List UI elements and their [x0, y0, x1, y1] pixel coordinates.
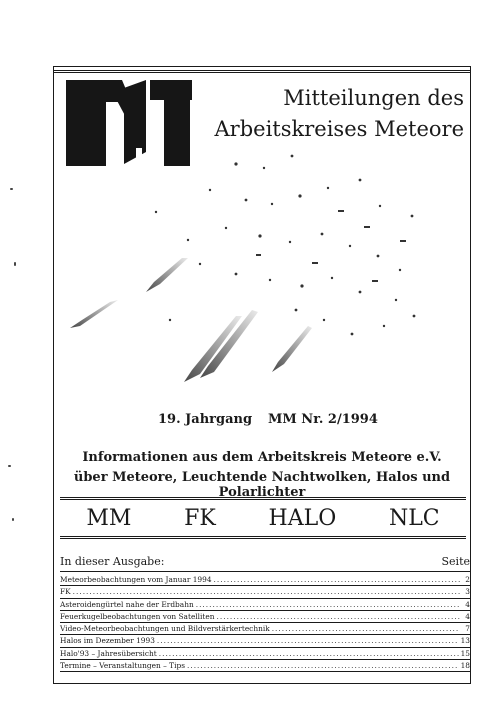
scan-speck	[12, 518, 14, 521]
toc-entry-page: 7	[465, 624, 470, 634]
toc-entry	[60, 574, 470, 586]
toc-page-heading: Seite	[441, 555, 470, 568]
issue-number: MM Nr. 2/1994	[268, 412, 378, 427]
toc-entry-title: Halos im Dezember 1993	[60, 636, 155, 646]
toc-leader-dots	[196, 599, 460, 610]
topic-nlc: NLC	[388, 505, 440, 531]
topic-fk: FK	[184, 505, 216, 531]
toc-entry-title: Asteroidengürtel nahe der Erdbahn	[60, 599, 194, 609]
toc-entry	[60, 635, 470, 647]
toc-leader-dots	[272, 623, 460, 634]
topic-band	[60, 497, 466, 539]
toc-entry-page: 4	[465, 599, 470, 609]
title-line-1: Mitteilungen des	[283, 86, 464, 110]
toc-entry-title: Feuerkugelbeobachtungen von Satelliten	[60, 611, 215, 621]
toc-entry-page: 13	[460, 636, 470, 646]
toc-entry-page: 2	[465, 575, 470, 584]
table-of-contents	[60, 574, 470, 672]
scan-speck	[8, 465, 11, 467]
top-rule	[53, 70, 471, 73]
toc-entry	[60, 611, 470, 623]
topic-halo: HALO	[268, 505, 337, 531]
volume-label: 19. Jahrgang	[158, 412, 253, 427]
toc-entry	[60, 599, 470, 611]
toc-entry-title: Video-Meteorbeobachtungen und Bildverstärkertechnik	[60, 624, 270, 634]
title-line-2: Arbeitskreises Meteore	[214, 117, 464, 141]
toc-heading: In dieser Ausgabe:	[60, 555, 165, 568]
toc-leader-dots	[73, 586, 460, 597]
toc-entry	[60, 660, 470, 672]
toc-entry-title: Termine – Veranstaltungen – Tips	[60, 661, 185, 671]
toc-entry-page: 18	[460, 661, 470, 671]
meteor-shower-illustration	[60, 150, 460, 395]
toc-rule	[60, 571, 470, 572]
info-line-1: Informationen aus dem Arbeitskreis Meteore e.V.	[82, 450, 442, 465]
star-specks	[155, 155, 416, 336]
topic-mm: MM	[86, 505, 132, 531]
meteor-trails	[70, 258, 312, 382]
toc-entry	[60, 623, 470, 635]
toc-entry	[60, 648, 470, 660]
toc-leader-dots	[159, 648, 459, 659]
toc-leader-dots	[187, 660, 459, 671]
toc-entry-page: 3	[465, 587, 470, 597]
toc-entry-title: Halo'93 – Jahresübersicht	[60, 648, 157, 658]
toc-leader-dots	[157, 635, 459, 646]
toc-leader-dots	[214, 574, 460, 585]
scan-speck	[10, 188, 13, 190]
toc-leader-dots	[217, 611, 460, 622]
scan-speck	[14, 262, 16, 266]
toc-entry-title: Meteorbeobachtungen vom Januar 1994	[60, 575, 212, 584]
toc-entry-page: 4	[465, 611, 470, 621]
toc-entry-page: 15	[460, 648, 470, 658]
info-line-2: über Meteore, Leuchtende Nachtwolken, Halos und Polarlichter	[73, 470, 451, 500]
toc-entry	[60, 586, 470, 598]
toc-entry-title: FK	[60, 587, 71, 597]
